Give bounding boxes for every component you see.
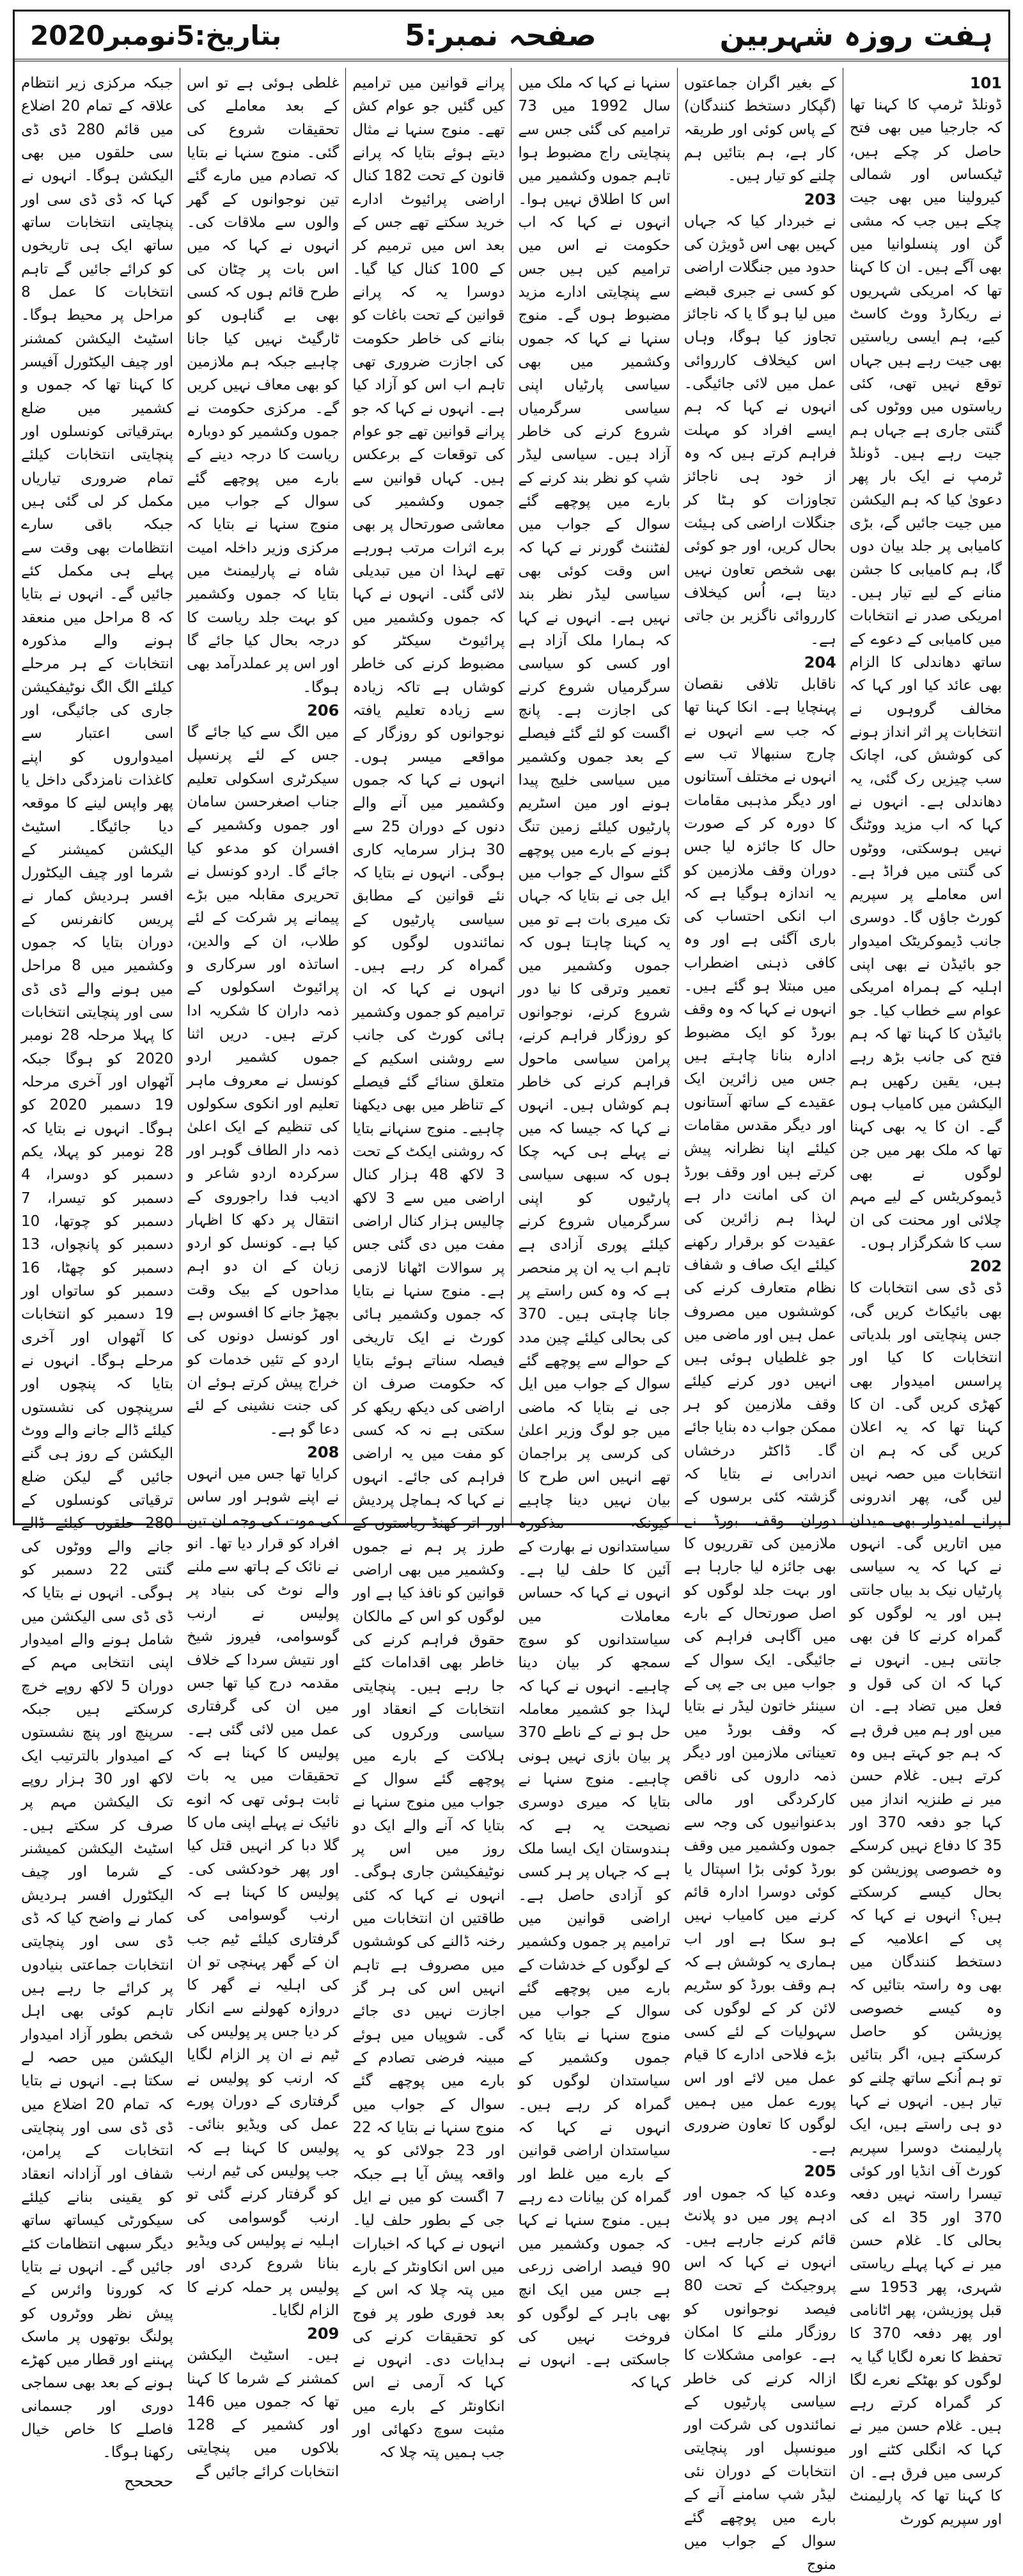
story-number: 208	[307, 1443, 340, 1462]
column-6	[15, 68, 180, 2490]
article-paragraph: کرایا تھا جس میں انہوں نے اپنے شوہر اور ساس کی موت کی وجہ ان تین افراد کو قرار دیا تھا۔ انو نے نائک کے ہاتھ سے ملنے والے نوٹ کی بنیاد پر پولیس نے ارنب گوسوامی، فیروز شیخ اور نتیش سردا کے خلاف مقدمہ درج کیا تھا جس میں ان کی گرفتاری عمل میں لائی گئی ہے۔ پولیس کا کہنا ہے کہ تحقیقات میں یہ بات ثابت ہوئی تھی کہ انوے نائیک نے پہلے اپنی ماں کا گلا دبا کر انہیں قتل کیا اور پھر خودکشی کی۔ پولیس کا کہنا ہے کہ ارنب گوسوامی کی گرفتاری کیلئے ٹیم جب ان کے گھر پہنچی تو ان کی اہلیہ نے گھر کا دروازہ کھولنے سے انکار کر دیا جس پر پولیس کی ٹیم نے ان پر الزام لگایا کہ ارنب کو پولیس نے گرفتاری کے دوران پورے عمل کی ویڈیو بنائی۔ پولیس کا کہنا ہے کہ جب پولیس کی ٹیم ارنب کو گرفتار کرنے گئی تو ارنب گوسوامی کی اہلیہ نے پولیس کی ویڈیو بنانا شروع کردی اور پولیس پر حملہ کرنے کا الزام لگایا۔	[187, 1466, 340, 2319]
article-paragraph: میں الگ سے کیا جائے گا جس کے لئے پرنسپل سیکرٹری اسکولی تعلیم جناب اصغرحسن سامان اور جموں وکشمیر کے افسران کو مدعو کیا جائے گا۔ اردو کونسل نے تحریری مقابلہ میں بڑے پیمانے پر شرکت کے لئے طلاب، ان کے والدین، اساتذہ اور سرکاری و پرائیوٹ اسکولوں کے ذمہ داران کا شکریہ ادا کرتے ہیں۔ دریں اثنا جموں کشمیر اردو کونسل نے معروف ماہر تعلیم اور انکوی سکولوں کی تنظیم کے ایک اعلیٰ ذمہ دار الطاف گوہر اور سرکردہ اردو شاعر و ادیب فدا راجوروی کے انتقال پر دکھ کا اظہار کیا ہے۔ کونسل کو اردو زبان کے ان دو اہم مداحوں کے بیک وقت بچھڑ جانے کا افسوس ہے اور کونسل دونوں کی اردو کے تئیں خدمات کو خراج پیش کرتے ہوئے ان کی جنت نشینی کے لئے دعا گو ہے۔	[187, 723, 340, 1438]
article-paragraph: وعدہ کیا کہ جموں اور ادہم پور میں دو پلانٹ قائم کرنے جارہے ہیں۔ انہوں نے کہا کہ اس پروجیکٹ کے تحت 80 فیصد نوجوانوں کو روزگار ملنے کا امکان ہے۔ عوامی مشکلات کا ازالہ کرنے کی خاطر سیاسی پارٹیوں کے نمائندوں کی شرکت اور میونسپل اور پنچایتی انتخابات کے دوران نئی لیڈر شپ سامنے آنے کے بارے میں پوچھے گئے سوال کے جواب میں منوج	[683, 2184, 836, 2573]
story-number: 204	[804, 653, 836, 671]
article-paragraph: جبکہ مرکزی زیر انتظام علاقہ کے تمام 20 اضلاع میں قائم 280 ڈی ڈی سی حلقوں میں بھی الیکشن ہوگا۔ انہوں نے کہا کہ ڈی ڈی سی اور پنچایتی انتخابات ساتھ ساتھ ایک ہی تاریخوں کو کرائے جائیں گے تاہم انتخابات کا عمل 8 مراحل پر محیط ہوگا۔ اسٹیٹ الیکشن کمشنر اور چیف الیکٹورل آفیسر کا کہنا تھا کہ جموں و کشمیر میں ضلع بہترقیاتی کونسلوں اور پنچایتی انتخابات کیلئے تمام ضروری تیاریاں مکمل کر لی گئی ہیں جبکہ باقی سارے انتظامات بھی وقت سے پہلے ہی مکمل کئے جائیں گے۔ انہوں نے بتایا کہ 8 مراحل میں منعقد ہونے والے مذکورہ انتخابات کے ہر مرحلے کیلئے الگ الگ نوٹیفکیشن جاری کی جائیگی، اور اسی اعتبار سے امیدواروں کو اپنے کاغذات نامزدگی داخل یا پھر واپس لینے کا موقعہ دیا جائیگا۔ اسٹیٹ الیکشن کمیشنر کے شرما اور چیف الیکٹورل افسر ہردیش کمار نے پریس کانفرنس کے دوران بتایا کہ جموں وکشمیر میں 8 مراحل میں ہونے والے ڈی ڈی سی اور پنچایتی انتخابات کا پہلا مرحلہ 28 نومبر 2020 کو ہوگا جبکہ آٹھواں اور آخری مرحلہ 19 دسمبر 2020 کو ہوگا۔ انہوں نے بتایا کہ 28 نومبر کو پہلا، یکم دسمبر کو دوسرا، 4 دسمبر کو تیسرا، 7 دسمبر کو چوتھا، 10 دسمبر کو پانچواں، 13 دسمبر کو چھٹا، 16 دسمبر کو ساتواں اور 19 دسمبر کو انتخابات کا آٹھواں اور آخری مرحلے ہوگا۔ انہوں نے بتایا کہ پنچوں اور سرپنچوں کی نشستوں کیلئے ڈالے جانے والے ووٹ الیکشن کے روز ہی گنے جائیں گے لیکن ضلع ترقیاتی کونسلوں کے 280 حلقوں کیلئے ڈالے جانے والے ووٹوں کی گنتی 22 دسمبر کو ہوگی۔ انہوں نے بتایا کہ ڈی ڈی سی الیکشن میں شامل ہونے والے امیدوار اپنی انتخابی مہم کے دوران 5 لاکھ روپے خرچ کرسکتے ہیں جبکہ سرپنچ اور پنچ نشستوں کے امیدوار بالترتیب ایک لاکھ اور 30 ہزار روپے تک الیکشن مہم پر صرف کر سکتے ہیں۔ اسٹیٹ الیکشن کمیشنر کے شرما اور چیف الیکٹورل افسر ہردیش کمار نے واضح کیا کہ ڈی ڈی سی اور پنچایتی انتخابات جماعتی بنیادوں پر کرائے جا رہے ہیں تاہم کوئی بھی اہل شخص بطور آزاد امیدوار الیکشن میں حصہ لے سکتا ہے۔ انہوں نے بتایا کہ تمام 20 اضلاع میں ڈی ڈی سی اور پنچایتی انتخابات کے پرامن، شفاف اور آزادانہ انعقاد کو یقینی بنانے کیلئے سیکورٹی کیساتھ ساتھ دیگر سبھی انتظامات کئے جائیں گے۔ انہوں نے بتایا کہ کورونا وائرس کے پیش نظر ووٹروں کو پولنگ بوتھوں پر ماسک پہننے اور قطار میں کھڑے ہونے کے بعد بھی سماجی دوری اور جسمانی فاصلے کا خاص خیال رکھنا ہوگا۔	[20, 75, 174, 2462]
column-3	[511, 68, 676, 2392]
article-paragraph: نے خبردار کیا کہ جہاں کہیں بھی اس ڈویژن کی حدود میں جنگلات اراضی کو کسی نے جبری قبضے میں لیا ہو گا یا کہ ناجائز تجاوز کیا ہوگا، وہاں اس کیخلاف کارروائی عمل میں لائی جائیگی۔ انہوں نے کہا کہ ہم ایسے افراد کو مہلت فراہم کرتے ہیں کہ وہ از خود ہی ناجائز تجاوزات کو ہٹا کر جنگلات اراضی کی ہیئت بحال کریں، اور جو کوئی بھی شخص تعاون نہیں دیتا ہے، اُس کیخلاف کارروائی ناگزیر بن جاتی ہے۔	[683, 212, 836, 648]
article-paragraph: پرانے قوانین میں ترامیم کیں گئیں جو عوام کش تھے۔ منوج سنہا نے مثال دیتے ہوئے بتایا کہ پرانے قانون کے تحت 182 کنال اراضی پرائیوٹ ادارے خرید سکتے تھے جس کے بعد اس میں ترمیم کر کے 100 کنال کیا گیا۔ دوسرا یہ کہ پرانے قوانین کے تحت باغات کو بنانے کی خاطر حکومت کی اجازت ضروری تھی تاہم اب اس کو آزاد کیا ہے۔ انہوں نے کہا کہ جو پرانے قوانین تھے جو عوام کی توقعات کے برعکس ہیں۔ کہاں قوانین سے جموں وکشمیر کی معاشی صورتحال پر بھی برے اثرات مرتب ہورہے تھے لہذا ان میں تبدیلی لائی گئی۔ انہوں نے کہا کہ جموں وکشمیر میں پرائیوٹ سیکٹر کو مضبوط کرنے کی خاطر کوشاں ہے تاکہ زیادہ سے زیادہ تعلیم یافتہ نوجوانوں کو روزگار کے مواقعے میسر ہوں۔ انہوں نے کہا کہ جموں وکشمیر میں آنے والے دنوں کے دوران 25 سے 30 ہزار سرمایہ کاری ہوگی۔ انہوں نے بتایا کہ نئے قوانین کے مطابق سیاسی پارٹیوں کے نمائندوں لوگوں کو گمراہ کر رہے ہیں۔ انہوں نے کہا کہ ان ترامیم کو جموں وکشمیر ہائی کورٹ کی جانب سے روشنی اسکیم کے متعلق سنائے گئے فیصلے کے تناظر میں بھی دیکھنا چاہیے۔ منوج سنہانے بتایا کہ روشنی ایکٹ کے تحت 3 لاکھ 48 ہزار کنال اراضی میں سے 3 لاکھ چالیس ہزار کنال اراضی مفت میں دی گئی جس پر سوالات اٹھانا لازمی ہے۔ منوج سنہا نے بتایا کہ جموں وکشمیر ہائی کورٹ نے ایک تاریخی فیصلہ سناتے ہوئے بتایا کہ حکومت صرف ان اراضی کی دیکھ ریکھ کر سکتی ہے نہ کہ کسی کو مفت میں یہ اراضی فراہم کی جائے۔ انہوں نے کہا کہ ہماچل پردیش اور اتر کھنڈ ریاستوں کے طرز پر ہم نے جموں وکشمیر میں بھی اراضی قوانین کو نافذ کیا ہے اور لوگوں کو اس کے مالکان حقوق فراہم کرنے کی خاطر بھی اقدامات کئے جا رہے ہیں۔ پنچایتی انتخابات کے انعقاد اور سیاسی ورکروں کی ہلاکت کے بارے میں پوچھے گئے سوال کے جواب میں منوج سنہا نے بتایا کہ آنے والے ایک دو روز میں اس پر نوٹیفکیشن جاری ہوگی۔ انہوں نے کہا کہ کئی طاقتیں ان انتخابات میں رخنہ ڈالنے کی کوششوں میں مصروف ہے تاہم انہیں اس کی ہر گز اجازت نہیں دی جائے گی۔ شوپیاں میں ہوئے مبینہ فرضی تصادم کے بارے میں پوچھے گئے سوال کے جواب میں منوج سنہا نے بتایا کہ 22 اور 23 جولائی کو یہ واقعہ پیش آیا ہے جبکہ 7 اگست کو میں نے ایل جی کے بطور حلف لیا۔ انہوں نے کہا کہ اخبارات میں اس انکاونٹر کے بارے میں پتہ چلا کہ اس کے بعد فوری طور پر فوج کو تحقیقات کرنے کی ہدایات دی۔ انہوں نے کہا کہ آرمی نے اس انکاونٹر کے بارے میں مثبت سوچ دکھائی اور جب ہمیں پتہ چلا کہ	[352, 75, 505, 2462]
masthead	[15, 12, 1008, 61]
story-number: 209	[307, 2325, 340, 2343]
article-paragraph: غلطی ہوئی ہے تو اس کے بعد معاملے کی تحقیقات شروع کی گئی۔ منوج سنہا نے بتایا کہ تصادم میں مارے گئے تین نوجوانوں کے گھر والوں سے ملاقات کی۔ انہوں نے کہا کہ میں اس بات پر چٹان کی طرح قائم ہوں کہ کسی بھی بے گناہوں کو ٹارگیٹ نہیں کیا جانا چاہیے جبکہ ہم ملازمین کو بھی معاف نہیں کریں گے۔ مرکزی حکومت نے جموں وکشمیر کو دوبارہ ریاست کا درجہ دینے کے بارے میں پوچھے گئے سوال کے جواب میں منوج سنہا نے بتایا کہ مرکزی وزیر داخلہ امیت شاہ نے پارلیمنٹ میں بتایا کہ جموں وکشمیر کو بہت جلد ریاست کا درجہ بحال کیا جائے گا اور اس پر عملدرآمد بھی ہوگا۔	[187, 75, 340, 696]
story-number: 203	[804, 190, 836, 208]
newspaper-page	[13, 10, 1010, 2573]
article-paragraph: ہیں۔ اسٹیٹ الیکشن کمشنر کے شرما کا کہنا تھا کہ جموں میں 146 اور کشمیر کے 128 بلاکوں میں پنچایتی انتخابات کرائے جائیں گے	[187, 2347, 340, 2480]
article-paragraph: ڈی ڈی سی انتخابات کا بھی بائیکاٹ کریں گی، جس پنچایتی اور بلدیاتی انتخابات کا کیا اور پراسس امیدوار بھی کھڑی کریں گی۔ ان کا کہنا تھا کہ یہ اعلان کریں گی کہ ہم ان انتخابات میں حصہ نہیں لیں گی، پھر اندرونی پرانے امیدوار بھی میدان میں اتاریں گی۔ انہوں نے کہا کہ یہ سیاسی پارٹیاں نیک بد بیاں جانتی ہیں اور یہ لوگوں کو گمراہ کرنے کا فن بھی جانتی ہیں۔ انہوں نے کہا کہ ان کی قول و فعل میں تضاد ہے۔ ان میں اور ہم میں فرق ہے کہ ہم جو کہتے ہیں وہ کرتے ہیں۔ غلام حسن میر نے طنزیہ انداز میں کہا جو دفعہ 370 اور 35 کا دفاع نہیں کرسکے وہ خصوصی پوزیشن کو بحال کیسے کرسکتے ہیں؟ انہوں نے کہا کہ پی کے اعلامیہ کے دستخط کنندگان میں بھی وہ راستہ بتائیں کہ وہ کیسے خصوصی پوزیشن کو حاصل کرسکتے ہیں، اگر بتائیں تو ہم اُنکے ساتھ چلنے کو تیار ہیں۔ انہوں نے کہا دو ہی راستے ہیں، ایک پارلیمنٹ دوسرا سپریم کورٹ آف انڈیا اور کوئی تیسرا راستہ نہیں دفعہ 370 اور 35 اے کی بحالی کا۔ غلام حسن میر نے کہا پہلے ریاستی شہری، پھر 1953 سے قبل پوزیشن، پھر اٹانامی اور پھر دفعہ 370 کا تحفظ کا نعرہ لگایا گیا یہ لوگوں کو بھٹکے نعرے لگا کر گمراہ کرتے رہے ہیں۔ غلام حسن میر نے کہا کہ انگلی کٹنے اور کرسی میں فرق ہے۔ ان کا کہنا تھا کہ پارلیمنٹ اور سپریم کورٹ	[849, 1280, 1002, 2528]
column-5	[180, 68, 345, 2480]
story-number: 101	[969, 74, 1002, 92]
article-paragraph: کے بغیر اگران جماعتوں (گپکار دستخط کنندگان) کے پاس کوئی اور طریقہ کار ہے، ہم بتائیں ہم چلنے کو تیار ہیں۔	[683, 75, 836, 185]
column-1	[843, 68, 1008, 2528]
newspaper-title: ہفت روزہ شہربین	[719, 18, 993, 52]
page-number: صفحہ نمبر:5	[405, 18, 597, 52]
column-4	[345, 68, 511, 2462]
story-number: 206	[307, 701, 340, 719]
article-columns	[15, 68, 1008, 2573]
end-mark: ححححح	[124, 2472, 174, 2490]
article-paragraph: ڈونلڈ ٹرمپ کا کہنا تھا کہ جارجیا میں بھی فتح حاصل کر چکے ہیں، ٹیکساس اور شمالی کیرولینا میں بھی جیت چکے ہیں جب کہ مشی گن اور پنسلوانیا میں بھی آگے ہیں۔ ان کا کہنا تھا کہ امریکی شہریوں نے ریکارڈ ووٹ کاسٹ کیے، ہم ایسی ریاستیں بھی جیت رہے ہیں جہاں توقع نہیں تھی، کئی ریاستوں میں ووٹوں کی گنتی جاری ہے جہاں ہم جیت رہے ہیں۔ ڈونلڈ ٹرمپ نے ایک بار پھر دعویٰ کیا کہ ہم الیکشن میں جیت جائیں گے، بڑی کامیابی پر جلد بیان دوں گا، ہم کامیابی کا جشن منانے کے لیے تیار ہیں۔ امریکی صدر نے انتخابات میں کامیابی کے دعوے کے ساتھ دھاندلی کا الزام بھی عائد کیا اور کہا کہ مخالف گروہوں نے انتخابات پر اثر انداز ہونے کی کوشش کی، اچانک سب چیزیں رک گئی، یہ دھاندلی ہے۔ انہوں نے کہا کہ اب مزید ووٹنگ نہیں ہوسکتی، ووٹوں کی گنتی میں فراڈ ہے۔ اس معاملے پر سپریم کورٹ جاؤں گا۔ دوسری جانب ڈیموکریٹک امیدوار جو بائیڈن نے بھی اپنی اہلیہ کے ہمراہ امریکی عوام سے خطاب کیا۔ جو بائیڈن کا کہنا تھا کہ ہم فتح کی جانب بڑھ رہے ہیں، یقین رکھیں ہم الیکشن میں کامیاب ہوں گے۔ ان کا یہ بھی کہنا تھا کہ ملک بھر میں جن لوگوں نے بھی ڈیموکریٹس کے لیے مہم چلائی اور محنت کی ان سب کا شکرگزار ہوں۔	[849, 97, 1002, 1252]
issue-date: بتاریخ:5نومبر2020	[30, 19, 282, 51]
story-number: 205	[804, 2162, 836, 2180]
column-2	[677, 68, 843, 2573]
article-paragraph: سنہا نے کہا کہ ملک میں سال 1992 میں 73 ترامیم کی گئی جس سے پنچایتی راج مضبوط ہوا تاہم جموں وکشمیر میں اس کا اطلاق نہیں ہوا۔ انہوں نے کہا کہ اب حکومت نے اس میں ترامیم کیں ہیں جس سے پنچایتی ادارے مزید مضبوط ہوں گے۔ منوج سنہا نے کہا کہ جموں وکشمیر میں بھی سیاسی پارٹیاں اپنی سیاسی سرگرمیاں شروع کرنے کی خاطر آزاد ہیں۔ سیاسی لیڈر شپ کو نظر بند کرنے کے بارے میں پوچھے گئے سوال کے جواب میں لفٹننٹ گورنر نے کہا کہ اس وقت کوئی بھی سیاسی لیڈر نظر بند نہیں ہے۔ انہوں نے کہا کہ ہمارا ملک آزاد ہے اور کسی کو سیاسی سرگرمیاں شروع کرنے کی اجازت ہے۔ پانچ اگست کو لئے گئے فیصلے کے بعد جموں وکشمیر میں سیاسی خلیج پیدا ہونے اور مین اسٹریم پارٹیوں کیلئے زمین تنگ ہونے کے بارے میں پوچھے گئے سوال کے جواب میں ایل جی نے بتایا کہ جہاں تک میری بات ہے تو میں یہ کہنا چاہتا ہوں کہ جموں وکشمیر میں تعمیر وترقی کا نیا دور شروع کرنے، نوجوانوں کو روزگار فراہم کرنے، پرامن سیاسی ماحول فراہم کرنے کی خاطر ہم کوشاں ہیں۔ انہوں نے کہا کہ جیسا کہ میں نے پہلے ہی کہہ چکا ہوں کہ سبھی سیاسی پارٹیوں کو اپنی سرگرمیاں شروع کرنے کیلئے پوری آزادی ہے تاہم اب یہ ان پر منحصر ہے کہ وہ کس راستے پر جانا چاہتی ہیں۔ 370 کی بحالی کیلئے چین مدد کے حوالے سے پوچھے گئے سوال کے جواب میں ایل جی نے بتایا کہ ماضی میں جو لوگ وزیر اعلیٰ کی کرسی پر براجمان تھے انہیں اس طرح کا بیان نہیں دینا چاہیے کیونکہ مذکورہ سیاستدانوں نے بھارت کے آئین کا حلف لیا ہے۔ انہوں نے کہا کہ حساس معاملات میں سیاستدانوں کو سوچ سمجھ کر بیان دینا چاہیے۔ انہوں نے کہا کہ لہذا جو کشمیر معاملہ حل ہو نے کے ناطے 370 پر بیان بازی نہیں ہونی چاہیے۔ منوج سنہا نے بتایا کہ میری دوسری نصیحت یہ ہے کہ ہندوستان ایک ایسا ملک ہے کہ جہاں پر ہر کسی کو آزادی حاصل ہے۔ اراضی قوانین میں ترامیم پر جموں وکشمیر کے لوگوں کے خدشات کے بارے میں پوچھے گئے سوال کے جواب میں منوج سنہا نے بتایا کہ جموں وکشمیر کے سیاستدان لوگوں کو گمراہ کر رہے ہیں۔ انہوں نے کہا کہ سیاستدان اراضی قوانین کے بارے میں غلط اور گمراہ کن بیانات دے رہے ہیں۔ منوج سنہا نے کہا کہ جموں وکشمیر میں 90 فیصد اراضی زرعی ہے جس میں ایک انچ بھی باہر کے لوگوں کو فروخت نہیں کی جاسکتی ہے۔ انہوں نے کہا کہ	[518, 75, 671, 2392]
story-number: 202	[969, 1257, 1002, 1276]
article-paragraph: ناقابل تلافی نقصان پہنچایا ہے۔ انکا کہنا تھا کہ جب سے انہوں نے چارج سنبھالا تب سے انہوں نے مختلف آستانوں اور دیگر مذہبی مقامات کا دورہ کر کے صورت حال کا جائزہ لیا جس دوران وقف ملازمین کو یہ اندازہ ہوگیا ہے کہ اب انکی احتساب کی باری آگئی ہے اور وہ کافی ذہنی اضطراب میں مبتلا ہو گئے ہیں۔ انہوں نے کہا کہ وہ وقف بورڈ کو ایک مضبوط ادارہ بنانا چاہتے ہیں جس میں زائرین ایک عقیدے کے ساتھ آستانوں اور دیگر مقدس مقامات کیلئے اپنا نظرانہ پیش کرتے ہیں اور وقف بورڈ ان کی امانت دار ہے لہذا ہم زائرین کی عقیدت کو برقرار رکھنے کیلئے ایک صاف و شفاف نظام متعارف کرنے کی کوششوں میں مصروف عمل ہیں اور ماضی میں جو غلطیاں ہوئی ہیں انہیں دور کرنے کیلئے وقف ملازمین کو ہر ممکن جواب دہ بنایا جائے گا۔ ڈاکٹر درخشاں اندرابی نے بتایا کہ گزشتہ کئی برسوں کے دوران وقف بورڈ نے ملازمین کی تقرریوں کا بھی جائزہ لیا جارہا ہے اور بہت جلد لوگوں کو اصل صورتحال کے بارے میں آگاہی فراہم کی جائیگی۔ ایک سوال کے جواب میں بی جے پی کے سینئر خاتون لیڈر نے بتایا کہ وقف بورڈ میں تعیناتی ملازمین اور دیگر ذمہ داروں کی ناقص کارکردگی اور مالی بدعنوانیوں کی وجہ سے جموں وکشمیر میں وقف بورڈ کوئی بڑا اسپتال یا کوئی دوسرا ادارہ قائم کرنے میں کامیاب نہیں ہو سکا ہے اور اب ہماری یہ کوشش ہے کہ ہم وقف بورڈ کو سٹریم لائن کر کے لوگوں کی سہولیات کے لئے کسی بڑے فلاحی ادارے کا قیام عمل میں لائے اور اس پورے عمل میں ہمیں لوگوں کا تعاون ضروری ہے۔	[683, 675, 836, 2156]
